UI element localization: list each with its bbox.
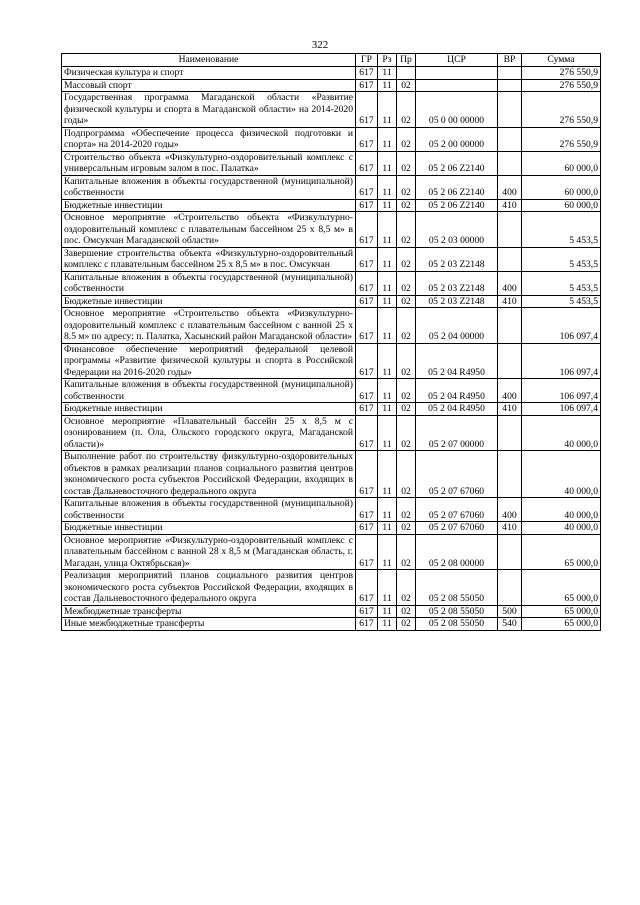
header-sum: Сумма: [522, 54, 601, 67]
sum-cell: 5 453,5: [522, 247, 601, 271]
csr-cell: 05 2 04 R4950: [416, 343, 498, 379]
pr-cell: 02: [397, 343, 416, 379]
gr-cell: 617: [356, 247, 378, 271]
name-cell: Капитальные вложения в объекты государственной (муниципальной) собственности: [62, 379, 356, 403]
gr-cell: 617: [356, 92, 378, 128]
name-cell: Бюджетные инвестиции: [62, 522, 356, 535]
vr-cell: 400: [498, 175, 522, 199]
pr-cell: 02: [397, 618, 416, 631]
gr-cell: 617: [356, 295, 378, 308]
table-row: [62, 605, 601, 618]
gr-cell: 617: [356, 498, 378, 522]
name-cell: Основное мероприятие «Физкультурно-оздоровительный комплекс с плавательным бассейном с ванной 28 х 8,5 м (Магаданская область, г. Магадан, улица Октябрьская)»: [62, 534, 356, 570]
table-header-row: [62, 54, 601, 67]
vr-cell: 400: [498, 498, 522, 522]
csr-cell: 05 2 08 00000: [416, 534, 498, 570]
header-rz: Рз: [378, 54, 397, 67]
table-row: [62, 498, 601, 522]
sum-cell: 60 000,0: [522, 151, 601, 175]
vr-cell: [498, 92, 522, 128]
vr-cell: [498, 570, 522, 606]
csr-cell: 05 2 06 Z2140: [416, 151, 498, 175]
pr-cell: 02: [397, 570, 416, 606]
table-row: [62, 534, 601, 570]
gr-cell: 617: [356, 379, 378, 403]
pr-cell: 02: [397, 522, 416, 535]
rz-cell: 11: [378, 498, 397, 522]
vr-cell: 400: [498, 271, 522, 295]
sum-cell: 65 000,0: [522, 618, 601, 631]
csr-cell: 05 2 06 Z2140: [416, 199, 498, 212]
name-cell: Капитальные вложения в объекты государственной (муниципальной) собственности: [62, 498, 356, 522]
vr-cell: 400: [498, 379, 522, 403]
csr-cell: 05 2 03 00000: [416, 212, 498, 248]
rz-cell: 11: [378, 534, 397, 570]
name-cell: Массовый спорт: [62, 79, 356, 92]
pr-cell: 02: [397, 498, 416, 522]
csr-cell: 05 2 08 55050: [416, 605, 498, 618]
vr-cell: 500: [498, 605, 522, 618]
table-row: [62, 295, 601, 308]
name-cell: Завершение строительства объекта «Физкультурно-оздоровительный комплекс с плавательным бассейном 25 х 8,5 м» в пос. Омсукчан: [62, 247, 356, 271]
pr-cell: 02: [397, 212, 416, 248]
csr-cell: 05 2 08 55050: [416, 570, 498, 606]
pr-cell: 02: [397, 605, 416, 618]
table-row: [62, 67, 601, 80]
table-row: [62, 92, 601, 128]
pr-cell: 02: [397, 199, 416, 212]
gr-cell: 617: [356, 618, 378, 631]
table-row: [62, 175, 601, 199]
pr-cell: 02: [397, 271, 416, 295]
rz-cell: 11: [378, 618, 397, 631]
sum-cell: 276 550,9: [522, 67, 601, 80]
gr-cell: 617: [356, 403, 378, 416]
name-cell: Бюджетные инвестиции: [62, 295, 356, 308]
name-cell: Капитальные вложения в объекты государственной (муниципальной) собственности: [62, 175, 356, 199]
vr-cell: [498, 79, 522, 92]
pr-cell: 02: [397, 92, 416, 128]
pr-cell: 02: [397, 403, 416, 416]
sum-cell: 106 097,4: [522, 308, 601, 344]
table-row: [62, 308, 601, 344]
pr-cell: 02: [397, 451, 416, 498]
gr-cell: 617: [356, 151, 378, 175]
pr-cell: 02: [397, 379, 416, 403]
gr-cell: 617: [356, 271, 378, 295]
header-gr: ГР: [356, 54, 378, 67]
gr-cell: 617: [356, 127, 378, 151]
csr-cell: 05 2 04 R4950: [416, 379, 498, 403]
pr-cell: 02: [397, 534, 416, 570]
csr-cell: 05 2 08 55050: [416, 618, 498, 631]
sum-cell: 40 000,0: [522, 498, 601, 522]
name-cell: Капитальные вложения в объекты государственной (муниципальной) собственности: [62, 271, 356, 295]
gr-cell: 617: [356, 522, 378, 535]
csr-cell: 05 2 06 Z2140: [416, 175, 498, 199]
rz-cell: 11: [378, 451, 397, 498]
header-pr: Пр: [397, 54, 416, 67]
gr-cell: 617: [356, 308, 378, 344]
table-row: [62, 403, 601, 416]
name-cell: Межбюджетные трансферты: [62, 605, 356, 618]
name-cell: Финансовое обеспечение мероприятий федеральной целевой программы «Развитие физической культуры и спорта в Российской Федерации на 2016-2020 годы»: [62, 343, 356, 379]
name-cell: Бюджетные инвестиции: [62, 403, 356, 416]
page-number: 322: [311, 39, 329, 51]
vr-cell: [498, 534, 522, 570]
csr-cell: 05 2 07 67060: [416, 451, 498, 498]
pr-cell: 02: [397, 79, 416, 92]
sum-cell: 60 000,0: [522, 175, 601, 199]
vr-cell: [498, 151, 522, 175]
vr-cell: [498, 67, 522, 80]
csr-cell: 05 0 00 00000: [416, 92, 498, 128]
sum-cell: 5 453,5: [522, 295, 601, 308]
vr-cell: 410: [498, 199, 522, 212]
gr-cell: 617: [356, 570, 378, 606]
pr-cell: 02: [397, 151, 416, 175]
header-name: Наименование: [62, 54, 356, 67]
name-cell: Реализация мероприятий планов социального развития центров экономического роста субъектов Российской Федерации, входящих в состав Дальневосточного федерального округа: [62, 570, 356, 606]
csr-cell: 05 2 04 R4950: [416, 403, 498, 416]
pr-cell: 02: [397, 127, 416, 151]
csr-cell: 05 2 03 Z2148: [416, 247, 498, 271]
name-cell: Физическая культура и спорт: [62, 67, 356, 80]
table-row: [62, 151, 601, 175]
vr-cell: [498, 247, 522, 271]
table-row: [62, 271, 601, 295]
csr-cell: 05 2 04 00000: [416, 308, 498, 344]
gr-cell: 617: [356, 175, 378, 199]
vr-cell: [498, 212, 522, 248]
sum-cell: 40 000,0: [522, 415, 601, 451]
sum-cell: 65 000,0: [522, 605, 601, 618]
gr-cell: 617: [356, 199, 378, 212]
rz-cell: 11: [378, 79, 397, 92]
pr-cell: 02: [397, 247, 416, 271]
rz-cell: 11: [378, 295, 397, 308]
sum-cell: 276 550,9: [522, 92, 601, 128]
rz-cell: 11: [378, 92, 397, 128]
sum-cell: 106 097,4: [522, 379, 601, 403]
vr-cell: [498, 451, 522, 498]
table-row: [62, 79, 601, 92]
table-row: [62, 451, 601, 498]
table-row: [62, 618, 601, 631]
rz-cell: 11: [378, 212, 397, 248]
rz-cell: 11: [378, 127, 397, 151]
rz-cell: 11: [378, 247, 397, 271]
csr-cell: 05 2 00 00000: [416, 127, 498, 151]
gr-cell: 617: [356, 451, 378, 498]
name-cell: Иные межбюджетные трансферты: [62, 618, 356, 631]
vr-cell: [498, 308, 522, 344]
rz-cell: 11: [378, 151, 397, 175]
name-cell: Основное мероприятие «Строительство объекта «Физкультурно-оздоровительный комплекс с плавательным бассейном 25 х 8,5 м» в пос. Омсукчан Магаданской области»: [62, 212, 356, 248]
header-vr: ВР: [498, 54, 522, 67]
rz-cell: 11: [378, 605, 397, 618]
sum-cell: 5 453,5: [522, 212, 601, 248]
sum-cell: 106 097,4: [522, 343, 601, 379]
csr-cell: 05 2 03 Z2148: [416, 295, 498, 308]
gr-cell: 617: [356, 343, 378, 379]
pr-cell: 02: [397, 175, 416, 199]
sum-cell: 40 000,0: [522, 522, 601, 535]
gr-cell: 617: [356, 415, 378, 451]
table-row: [62, 522, 601, 535]
rz-cell: 11: [378, 379, 397, 403]
csr-cell: 05 2 07 67060: [416, 522, 498, 535]
sum-cell: 40 000,0: [522, 451, 601, 498]
pr-cell: [397, 67, 416, 80]
table-row: [62, 415, 601, 451]
name-cell: Основное мероприятие «Строительство объекта «Физкультурно-оздоровительный комплекс с плавательным бассейном с ванной 25 х 8.5 м» по адресу: п. Палатка, Хасынский район Магаданской области»: [62, 308, 356, 344]
sum-cell: 276 550,9: [522, 79, 601, 92]
csr-cell: 05 2 07 67060: [416, 498, 498, 522]
vr-cell: 410: [498, 522, 522, 535]
rz-cell: 11: [378, 343, 397, 379]
vr-cell: 410: [498, 403, 522, 416]
sum-cell: 276 550,9: [522, 127, 601, 151]
name-cell: Основное мероприятие «Плавательный бассейн 25 х 8,5 м с озонированием (п. Ола, Ольского городского округа, Магаданской области)»: [62, 415, 356, 451]
sum-cell: 60 000,0: [522, 199, 601, 212]
rz-cell: 11: [378, 175, 397, 199]
table-row: [62, 212, 601, 248]
sum-cell: 65 000,0: [522, 570, 601, 606]
pr-cell: 02: [397, 415, 416, 451]
vr-cell: [498, 343, 522, 379]
vr-cell: [498, 415, 522, 451]
vr-cell: [498, 127, 522, 151]
table-row: [62, 343, 601, 379]
budget-table: [61, 53, 601, 631]
rz-cell: 11: [378, 403, 397, 416]
sum-cell: 65 000,0: [522, 534, 601, 570]
name-cell: Подпрограмма «Обеспечение процесса физической подготовки и спорта» на 2014-2020 годы»: [62, 127, 356, 151]
rz-cell: 11: [378, 570, 397, 606]
gr-cell: 617: [356, 67, 378, 80]
rz-cell: 11: [378, 199, 397, 212]
csr-cell: 05 2 03 Z2148: [416, 271, 498, 295]
name-cell: Бюджетные инвестиции: [62, 199, 356, 212]
pr-cell: 02: [397, 295, 416, 308]
rz-cell: 11: [378, 522, 397, 535]
gr-cell: 617: [356, 534, 378, 570]
name-cell: Строительство объекта «Физкультурно-оздоровительный комплекс с универсальным игровым залом в пос. Палатка»: [62, 151, 356, 175]
csr-cell: [416, 79, 498, 92]
vr-cell: 410: [498, 295, 522, 308]
vr-cell: 540: [498, 618, 522, 631]
rz-cell: 11: [378, 67, 397, 80]
table-row: [62, 247, 601, 271]
name-cell: Выполнение работ по строительству физкультурно-оздоровительных объектов в рамках реализации планов социального развития центров экономического роста субъектов Российской Федерации, входящих в состав Дальневосточного федерального округа: [62, 451, 356, 498]
header-csr: ЦСР: [416, 54, 498, 67]
table-row: [62, 570, 601, 606]
table-row: [62, 199, 601, 212]
gr-cell: 617: [356, 605, 378, 618]
gr-cell: 617: [356, 212, 378, 248]
gr-cell: 617: [356, 79, 378, 92]
csr-cell: [416, 67, 498, 80]
sum-cell: 106 097,4: [522, 403, 601, 416]
csr-cell: 05 2 07 00000: [416, 415, 498, 451]
rz-cell: 11: [378, 415, 397, 451]
table-row: [62, 379, 601, 403]
rz-cell: 11: [378, 271, 397, 295]
name-cell: Государственная программа Магаданской области «Развитие физической культуры и спорта в Магаданской области» на 2014-2020 годы»: [62, 92, 356, 128]
rz-cell: 11: [378, 308, 397, 344]
pr-cell: 02: [397, 308, 416, 344]
table-row: [62, 127, 601, 151]
sum-cell: 5 453,5: [522, 271, 601, 295]
